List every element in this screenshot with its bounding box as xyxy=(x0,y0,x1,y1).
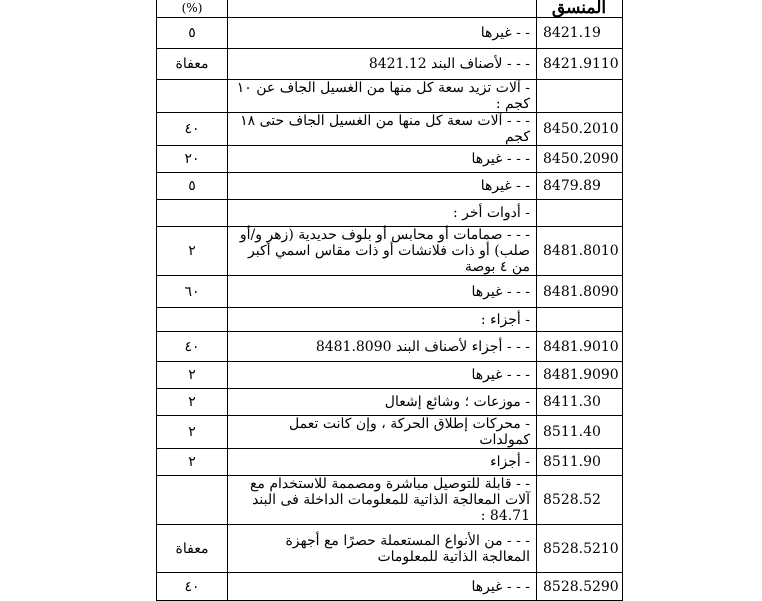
code-cell xyxy=(537,80,623,113)
code-cell: 8421.19 xyxy=(537,18,623,49)
table-row xyxy=(157,173,623,200)
description-cell: - محركات إطلاق الحركة ، وإن كانت تعمل كمولدات xyxy=(228,416,537,449)
code-cell: 8511.40 xyxy=(537,416,623,449)
duty-cell: ٢ xyxy=(157,449,228,476)
duty-cell xyxy=(157,80,228,113)
duty-cell xyxy=(157,200,228,227)
code-cell: 8481.9010 xyxy=(537,332,623,362)
description-cell: - - - من الأنواع المستعملة حصرًا مع أجهزة المعالجة الذاتية للمعلومات xyxy=(228,525,537,573)
code-cell: 8528.5290 xyxy=(537,573,623,601)
description-cell: - - - لأصناف البند 8421.12 xyxy=(228,49,537,80)
code-cell: 8511.90 xyxy=(537,449,623,476)
table-row xyxy=(157,573,623,601)
table-row xyxy=(157,332,623,362)
duty-cell: ٤٠ xyxy=(157,113,228,146)
table-row xyxy=(157,276,623,308)
code-header: المنسق xyxy=(537,0,623,18)
table-row xyxy=(157,49,623,80)
table-row xyxy=(157,18,623,49)
duty-cell: ٢ xyxy=(157,389,228,416)
duty-cell: معفاة xyxy=(157,525,228,573)
duty-cell: ٤٠ xyxy=(157,573,228,601)
table-row xyxy=(157,389,623,416)
description-cell: - أدوات أخر : xyxy=(228,200,537,227)
table-row xyxy=(157,200,623,227)
duty-cell: ٢ xyxy=(157,362,228,389)
duty-cell xyxy=(157,476,228,525)
duty-cell xyxy=(157,308,228,332)
table-row xyxy=(157,449,623,476)
description-cell: - - غيرها xyxy=(228,18,537,49)
table-row xyxy=(157,146,623,173)
code-cell: 8479.89 xyxy=(537,173,623,200)
code-cell: 8450.2010 xyxy=(537,113,623,146)
table-row xyxy=(157,416,623,449)
duty-cell: ٢ xyxy=(157,227,228,276)
code-cell: 8450.2090 xyxy=(537,146,623,173)
code-cell: 8481.9090 xyxy=(537,362,623,389)
code-cell xyxy=(537,200,623,227)
tariff-table xyxy=(156,0,623,601)
description-cell: - - - أجزاء لأصناف البند 8481.8090 xyxy=(228,332,537,362)
table-row xyxy=(157,227,623,276)
duty-cell: ٢٠ xyxy=(157,146,228,173)
description-cell: - - غيرها xyxy=(228,173,537,200)
code-cell: 8528.5210 xyxy=(537,525,623,573)
duty-cell: ٢ xyxy=(157,416,228,449)
description-cell: - - - غيرها xyxy=(228,276,537,308)
code-cell: 8481.8090 xyxy=(537,276,623,308)
description-header xyxy=(228,0,537,18)
table-row xyxy=(157,80,623,113)
table-header-row xyxy=(157,0,623,18)
description-cell: - أجزاء : xyxy=(228,308,537,332)
code-cell: 8421.9110 xyxy=(537,49,623,80)
table-row xyxy=(157,308,623,332)
description-cell: - - قابلة للتوصيل مباشرة ومصممة للاستخدام مع آلات المعالجة الذاتية للمعلومات الداخلة فى البند 84.71 : xyxy=(228,476,537,525)
code-cell xyxy=(537,308,623,332)
code-cell: 8481.8010 xyxy=(537,227,623,276)
duty-cell: معفاة xyxy=(157,49,228,80)
description-cell: - آلات تزيد سعة كل منها من الغسيل الجاف عن ١٠ كجم : xyxy=(228,80,537,113)
duty-header: (%) xyxy=(157,0,228,18)
table-row xyxy=(157,476,623,525)
description-cell: - - - صمامات أو محابس أو بلوف حديدية (زهر و/أو صلب) أو ذات فلانشات أو ذات مقاس اسمي أكبر من ٤ بوصة xyxy=(228,227,537,276)
duty-cell: ٥ xyxy=(157,173,228,200)
table-row xyxy=(157,525,623,573)
description-cell: - - - غيرها xyxy=(228,573,537,601)
duty-cell: ٥ xyxy=(157,18,228,49)
table-row xyxy=(157,362,623,389)
description-cell: - موزعات ؛ وشائع إشعال xyxy=(228,389,537,416)
code-cell: 8528.52 xyxy=(537,476,623,525)
duty-cell: ٦٠ xyxy=(157,276,228,308)
description-cell: - - - غيرها xyxy=(228,146,537,173)
duty-cell: ٤٠ xyxy=(157,332,228,362)
code-cell: 8411.30 xyxy=(537,389,623,416)
description-cell: - أجزاء xyxy=(228,449,537,476)
table-row xyxy=(157,113,623,146)
description-cell: - - - غيرها xyxy=(228,362,537,389)
description-cell: - - - آلات سعة كل منها من الغسيل الجاف حتى ١٨ كجم xyxy=(228,113,537,146)
